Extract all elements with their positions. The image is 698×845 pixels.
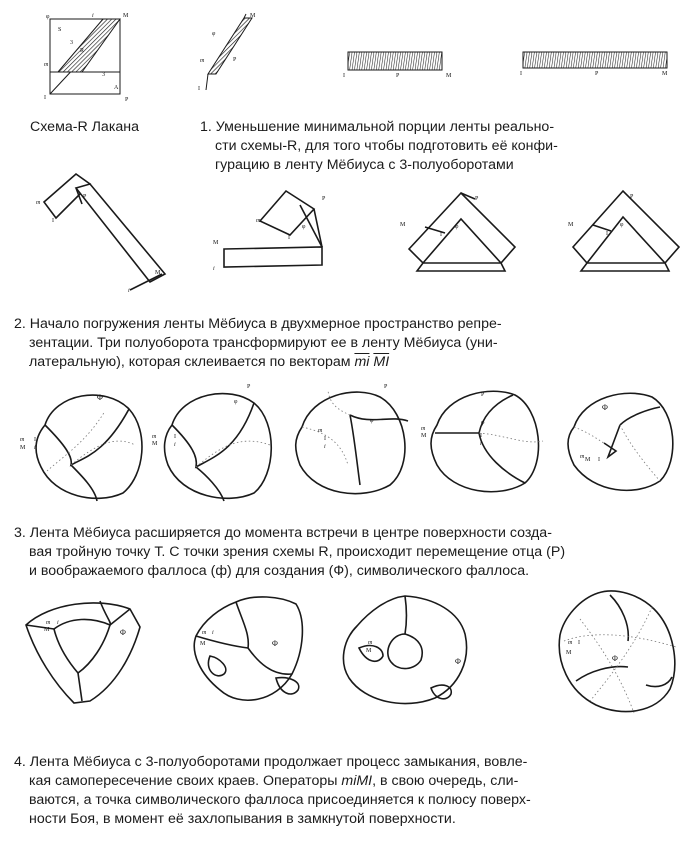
sphere2-label-m: m [152,434,157,440]
reduced-strip-diagram [200,12,260,92]
boy2-label-phi: Φ [272,639,278,648]
long-band-label-p: P [595,71,599,77]
short-band-label-i: I [343,73,345,79]
fold4-label-p: P [630,194,634,200]
boy-stage-1 [20,595,155,710]
fold-stage-4 [565,185,690,275]
fold4-label-phi: φ [620,222,624,228]
sphere4-label-M: M [421,433,427,439]
boy3-label-M: M [366,648,372,654]
sphere4-label-m: m [421,426,426,432]
boy-stage-3 [335,590,485,715]
sphere4-label-I: I [480,433,482,439]
caption-schema-r: Схема-R Лакана [30,119,139,135]
sphere3-label-i: i [324,444,326,450]
sphere-stage-5 [560,385,685,500]
caption-step-1 [200,118,558,175]
sphere4-label-i: i [480,441,482,447]
long-band-label-m: M [662,71,668,77]
strip-label-p: P [233,57,237,63]
label-three: 3 [70,40,73,46]
short-band-label-p: P [396,73,400,79]
sphere5-label-phi: Φ [602,403,608,412]
fold4-label-i: I [606,231,608,237]
fold1-label-i-small: i [128,288,130,294]
caption-step-2-line-3 [14,353,502,372]
caption-step-4-line-1: 4. Лента Мёбиуса с 3-полуоборотами продолжает процесс замыкания, вовле- [14,754,528,770]
fold2-label-i-small: i [213,266,215,272]
boy2-label-i: i [212,630,214,636]
sphere-stage-1 [25,385,150,505]
label-phi: φ [46,14,50,20]
caption-step-4-line-4: ности Боя, в момент её захлопывания в замкнутой поверхности. [29,811,456,827]
sphere5-label-I: I [598,457,600,463]
boy1-label-i: i [57,620,59,626]
fold2-label-m-big: M [213,240,219,246]
sphere2-label-I: I [174,434,176,440]
caption-step-2-line-2: зентации. Три полуоборота трансформируют ее в ленту Мёбиуса (уни- [29,335,498,351]
label-i-big: I [44,95,46,101]
sphere3-label-p: P [384,384,388,390]
boy2-label-m: m [202,630,207,636]
sphere3-label-phi: φ [370,418,374,424]
caption-step-4-line-3: ваются, а точка символического фаллоса присоединяется к полюсу поверх- [29,792,531,808]
sphere4-label-p: P [481,392,485,398]
caption-step-4 [14,753,531,829]
fold1-label-i: I [52,218,54,224]
caption-step-3-line-1: 3. Лента Мёбиуса расширяется до момента встречи в центре поверхности созда- [14,525,552,541]
sphere5-label-m: m [580,454,585,460]
label-p: P [125,97,129,103]
boy-stage-2 [180,590,320,715]
sphere1-label-M: M [20,445,26,451]
sphere3-label-m: m [318,428,323,434]
fold1-label-m-big: M [155,270,161,276]
caption-step-4-line-2 [14,772,531,791]
boy3-label-phi: Φ [455,657,461,666]
caption-step-3-line-3: и воображаемого фаллоса (ф) для создания (Ф), символического фаллоса. [29,563,530,579]
sphere4-label-phi: φ [481,420,485,426]
label-i: i [92,13,94,19]
strip-label-phi: φ [212,31,216,37]
strip-label-m: M [250,13,256,19]
short-band-diagram [340,50,450,80]
fold3-label-i: I [440,232,442,238]
schema-r-diagram [40,14,135,104]
label-three-2: 3 [102,72,105,78]
label-m-big: M [123,13,129,19]
caption-step-2-line-1: 2. Начало погружения ленты Мёбиуса в двухмерное пространство репре- [14,316,502,332]
sphere1-label-phi: Φ [97,393,103,402]
caption-step-1-line-1: 1. Уменьшение минимальной порции ленты реально- [200,119,555,135]
vector-mi: $\overline{mi}$ [354,354,370,370]
boy1-label-phi: Φ [120,628,126,637]
sphere5-label-M: M [585,457,591,463]
short-band-label-m: M [446,73,452,79]
fold4-label-m: M [568,222,574,228]
caption-step-2-line-3-text: латеральную), которая склеивается по векторам [29,354,355,370]
sphere2-label-phi: φ [234,399,238,405]
sphere2-label-M: M [152,441,158,447]
caption-step-1-line-3: гурацию в ленту Мёбиуса с 3-полуоборотами [215,157,514,173]
caption-step-4-line-2-b: , в свою очередь, сли- [372,773,519,789]
sphere2-label-i: i [174,442,176,448]
boy2-label-M: M [200,641,206,647]
label-m-small: m [44,62,49,68]
label-a: A [114,85,119,91]
fold-stage-3 [395,185,530,275]
strip-label-m-small: m [200,58,205,64]
fold2-label-phi: φ [302,224,306,230]
sphere-stage-2 [158,385,283,505]
fold3-label-m: M [400,222,406,228]
fold1-label-p: P [83,194,87,200]
boy4-label-I: I [578,640,580,646]
label-r: R [80,48,85,54]
fold3-label-p: P [475,196,479,202]
sphere1-label-m: m [20,437,25,443]
sphere3-label-I: I [324,436,326,442]
fold2-label-p: P [322,196,326,202]
boy3-label-m: m [368,640,373,646]
operators-mimi: miMI [341,773,373,789]
fold2-label-i: I [288,235,290,241]
caption-step-2 [14,315,502,372]
fold-stage-2 [210,185,350,275]
sphere1-label-i: i [34,445,36,451]
boy4-label-phi: Φ [612,654,618,663]
caption-step-4-line-2-a: кая самопересечение своих краев. Операторы [29,773,342,789]
sphere1-label-I: I [34,437,36,443]
strip-label-i: I [198,86,200,92]
fold1-label-m: m [36,200,41,206]
caption-step-3-line-2: вая тройную точку Т. С точки зрения схемы R, происходит перемещение отца (Р) [29,544,566,560]
label-s: S [58,27,62,33]
vector-MI: $\overline{MI}$ [373,354,390,370]
caption-step-1-line-2: сти схемы-R, для того чтобы подготовить её конфи- [215,138,558,154]
boy4-label-M: M [566,650,572,656]
boy1-label-M: M [44,627,50,633]
sphere2-label-p: P [247,384,251,390]
long-band-label-i: I [520,71,522,77]
caption-step-3 [14,524,565,581]
boy1-label-m: m [46,620,51,626]
sphere-stage-4 [425,385,550,500]
fold3-label-phi: φ [455,224,459,230]
fold2-label-m: m [256,218,261,224]
fold-stage-1 [30,170,180,300]
sphere-stage-3 [290,385,420,500]
boy4-label-m: m [568,640,573,646]
